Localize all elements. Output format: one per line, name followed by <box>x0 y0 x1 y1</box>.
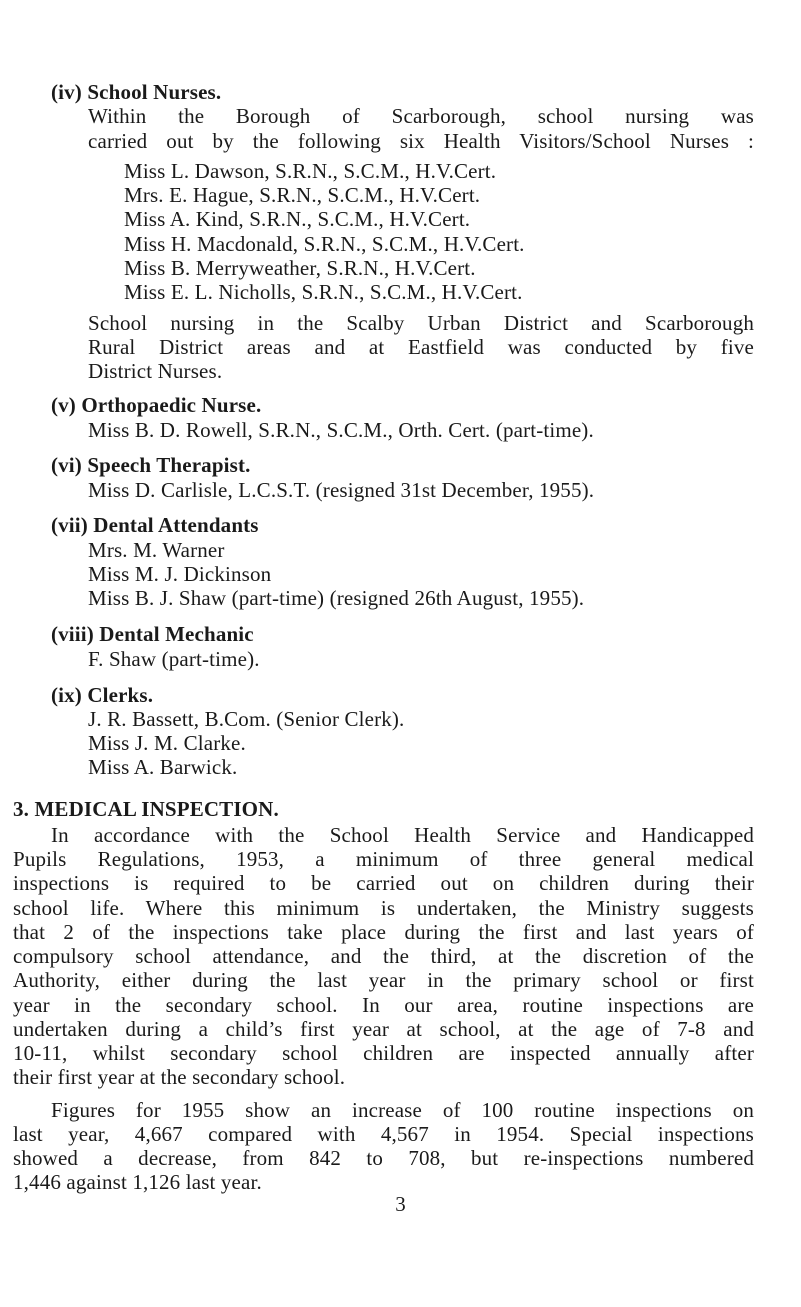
section-iv-outro-line: School nursing in the Scalby Urban District and Scarborough <box>88 311 754 335</box>
section-vi-line: Miss D. Carlisle, L.C.S.T. (resigned 31st December, 1955). <box>88 478 595 502</box>
nurse-list-item: Mrs. E. Hague, S.R.N., S.C.M., H.V.Cert. <box>124 183 481 207</box>
medical-para1-line: year in the secondary school. In our area, routine inspections are <box>13 993 754 1017</box>
section-ix-line: J. R. Bassett, B.Com. (Senior Clerk). <box>88 707 405 731</box>
nurse-list-item: Miss H. Macdonald, S.R.N., S.C.M., H.V.Cert. <box>124 232 525 256</box>
medical-para1-line: inspections is required to be carried out on children during their <box>13 871 754 895</box>
section-iv-intro-line: carried out by the following six Health Visitors/School Nurses : <box>88 129 754 153</box>
medical-para1-line: school life. Where this minimum is undertaken, the Ministry suggests <box>13 896 754 920</box>
section-ix-line: Miss A. Barwick. <box>88 755 238 779</box>
medical-para2-line: last year, 4,667 compared with 4,567 in 1954. Special inspections <box>13 1122 754 1146</box>
medical-para1-line: Pupils Regulations, 1953, a minimum of three general medical <box>13 847 754 871</box>
medical-para1-line: that 2 of the inspections take place during the first and last years of <box>13 920 754 944</box>
section-ix-heading: (ix) Clerks. <box>51 683 154 707</box>
section-ix-line: Miss J. M. Clarke. <box>88 731 246 755</box>
section-iv-heading: (iv) School Nurses. <box>51 80 222 104</box>
section-v-heading: (v) Orthopaedic Nurse. <box>51 393 262 417</box>
medical-para1-line: In accordance with the School Health Service and Handicapped <box>51 823 754 847</box>
nurse-list-item: Miss B. Merryweather, S.R.N., H.V.Cert. <box>124 256 476 280</box>
section-vi-heading: (vi) Speech Therapist. <box>51 453 251 477</box>
section-vii-line: Miss B. J. Shaw (part-time) (resigned 26th August, 1955). <box>88 586 585 610</box>
nurse-list-item: Miss L. Dawson, S.R.N., S.C.M., H.V.Cert. <box>124 159 497 183</box>
medical-para1-line: undertaken during a child’s first year at school, at the age of 7-8 and <box>13 1017 754 1041</box>
medical-para1-line: their first year at the secondary school. <box>13 1065 346 1089</box>
section-viii-line: F. Shaw (part-time). <box>88 647 260 671</box>
section-vii-line: Miss M. J. Dickinson <box>88 562 272 586</box>
nurse-list-item: Miss E. L. Nicholls, S.R.N., S.C.M., H.V.Cert. <box>124 280 523 304</box>
medical-para1-line: 10-11, whilst secondary school children are inspected annually after <box>13 1041 754 1065</box>
medical-para2-line: 1,446 against 1,126 last year. <box>13 1170 262 1194</box>
medical-inspection-heading: 3. MEDICAL INSPECTION. <box>13 797 279 821</box>
medical-para2-line: showed a decrease, from 842 to 708, but re-inspections numbered <box>13 1146 754 1170</box>
page-number: 3 <box>395 1192 406 1216</box>
nurse-list-item: Miss A. Kind, S.R.N., S.C.M., H.V.Cert. <box>124 207 471 231</box>
section-vii-heading: (vii) Dental Attendants <box>51 513 259 537</box>
medical-para1-line: Authority, either during the last year in the primary school or first <box>13 968 754 992</box>
section-v-line: Miss B. D. Rowell, S.R.N., S.C.M., Orth. Cert. (part-time). <box>88 418 594 442</box>
medical-para2-line: Figures for 1955 show an increase of 100 routine inspections on <box>51 1098 754 1122</box>
section-vii-line: Mrs. M. Warner <box>88 538 225 562</box>
medical-para1-line: compulsory school attendance, and the third, at the discretion of the <box>13 944 754 968</box>
section-iv-outro-line: Rural District areas and at Eastfield was conducted by five <box>88 335 754 359</box>
section-iv-intro-line: Within the Borough of Scarborough, school nursing was <box>88 104 754 128</box>
section-iv-outro-line: District Nurses. <box>88 359 223 383</box>
section-viii-heading: (viii) Dental Mechanic <box>51 622 254 646</box>
